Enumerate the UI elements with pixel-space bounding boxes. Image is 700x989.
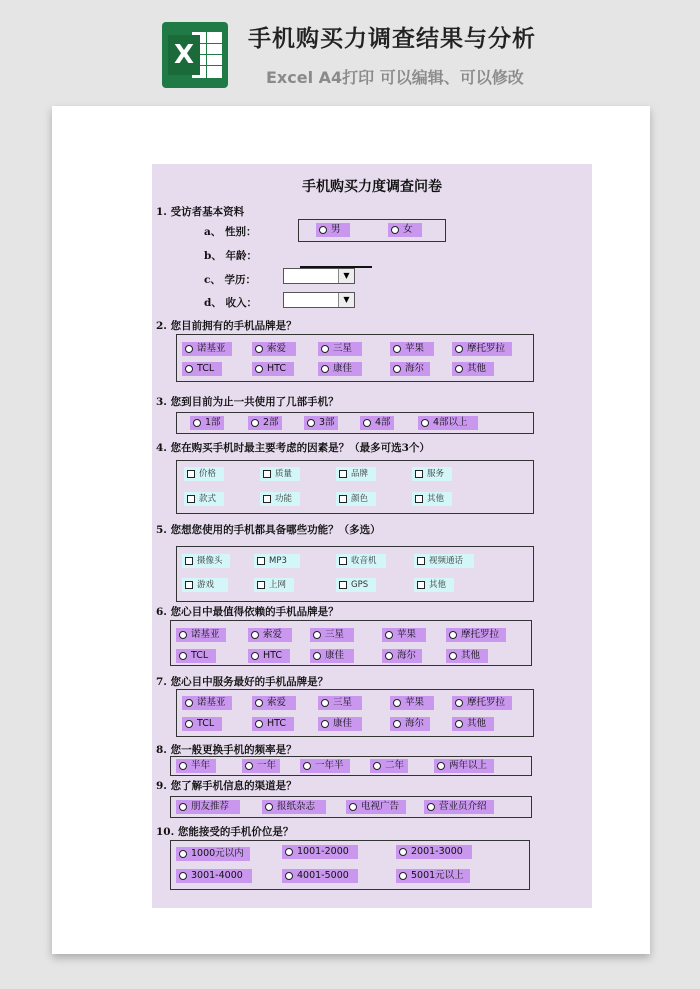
radio-option[interactable] <box>318 342 362 356</box>
radio-option[interactable] <box>390 717 430 731</box>
option-label: 索爱 <box>267 697 287 708</box>
option-label: 视频通话 <box>429 556 464 566</box>
option-label: 报纸杂志 <box>277 801 316 812</box>
radio-option[interactable] <box>390 362 430 376</box>
option-label: 1部 <box>205 417 221 428</box>
income-select[interactable] <box>283 292 355 308</box>
option-label: 4部以上 <box>433 417 468 428</box>
excel-logo-letter: X <box>168 35 200 75</box>
question-1-label: 1. 受访者基本资料 <box>156 206 245 218</box>
radio-option[interactable] <box>248 649 290 663</box>
radio-option[interactable] <box>452 717 494 731</box>
option-label: 价格 <box>199 469 217 479</box>
checkbox-option[interactable] <box>184 467 224 481</box>
checkbox-option[interactable] <box>412 492 452 506</box>
checkbox-option[interactable] <box>414 578 454 592</box>
radio-option[interactable] <box>304 416 338 430</box>
page-subtitle: Excel A4打印 可以编辑、可以修改 <box>266 68 524 87</box>
option-label: 三星 <box>333 697 353 708</box>
radio-option[interactable] <box>252 696 296 710</box>
radio-option[interactable] <box>176 869 252 883</box>
option-label: 苹果 <box>397 629 417 640</box>
option-label: 朋友推荐 <box>191 801 230 812</box>
option-label: 其他 <box>461 650 481 661</box>
option-label: 其他 <box>429 580 447 590</box>
checkbox-option[interactable] <box>260 492 300 506</box>
question-2-label: 2. 您目前拥有的手机品牌是？ <box>156 320 297 332</box>
radio-option[interactable] <box>176 628 226 642</box>
option-label: 诺基亚 <box>197 343 226 354</box>
radio-option[interactable] <box>182 342 232 356</box>
radio-option[interactable] <box>310 628 354 642</box>
option-label: 其他 <box>467 718 487 729</box>
option-label: 上网 <box>269 580 287 590</box>
radio-option[interactable] <box>390 696 434 710</box>
radio-option[interactable] <box>176 800 240 814</box>
question-7-label: 7. 您心目中服务最好的手机品牌是？ <box>156 676 329 688</box>
option-label: 摩托罗拉 <box>467 343 506 354</box>
option-label: GPS <box>351 580 369 590</box>
option-label: 1000元以内 <box>191 848 244 859</box>
income-label: d、 收入： <box>204 297 257 309</box>
option-label: 海尔 <box>397 650 417 661</box>
chevron-down-icon[interactable]: ▼ <box>338 293 354 307</box>
option-label: 款式 <box>199 494 217 504</box>
radio-option[interactable] <box>452 362 494 376</box>
age-label: b、 年龄： <box>204 250 257 262</box>
option-label: 品牌 <box>351 469 369 479</box>
option-label: 二年 <box>385 760 405 771</box>
option-label: 摩托罗拉 <box>467 697 506 708</box>
radio-option[interactable] <box>316 223 350 237</box>
checkbox-option[interactable] <box>336 492 376 506</box>
checkbox-option[interactable] <box>336 467 376 481</box>
checkbox-option[interactable] <box>414 554 474 568</box>
option-label: TCL <box>197 718 215 729</box>
option-label: 1001-2000 <box>297 846 349 857</box>
radio-option[interactable] <box>346 800 406 814</box>
gender-label: a、 性别： <box>204 226 257 238</box>
page-header <box>0 0 700 100</box>
radio-option[interactable] <box>252 342 296 356</box>
option-label: 电视广告 <box>361 801 400 812</box>
option-label: 海尔 <box>405 718 425 729</box>
radio-option[interactable] <box>446 649 488 663</box>
option-label: 苹果 <box>405 697 425 708</box>
checkbox-option[interactable] <box>336 578 376 592</box>
radio-option[interactable] <box>262 800 326 814</box>
radio-option[interactable] <box>318 696 362 710</box>
question-5-label: 5. 您想您使用的手机都具备哪些功能？（多选） <box>156 524 381 536</box>
checkbox-option[interactable] <box>184 492 224 506</box>
radio-option[interactable] <box>396 869 470 883</box>
radio-option[interactable] <box>248 628 292 642</box>
option-label: 游戏 <box>197 580 215 590</box>
radio-option[interactable] <box>182 696 232 710</box>
option-label: 诺基亚 <box>197 697 226 708</box>
radio-option[interactable] <box>452 696 512 710</box>
radio-option[interactable] <box>252 717 294 731</box>
radio-option[interactable] <box>282 845 358 859</box>
excel-icon <box>162 22 228 88</box>
option-label: HTC <box>263 650 283 661</box>
option-label: 4部 <box>375 417 391 428</box>
option-label: 功能 <box>275 494 293 504</box>
option-label: 3部 <box>319 417 335 428</box>
question-4-label: 4. 您在购买手机时最主要考虑的因素是？（最多可选3个） <box>156 442 430 454</box>
radio-option[interactable] <box>282 869 358 883</box>
checkbox-option[interactable] <box>182 554 230 568</box>
option-label: 苹果 <box>405 343 425 354</box>
option-label: 索爱 <box>263 629 283 640</box>
radio-option[interactable] <box>452 342 512 356</box>
radio-option[interactable] <box>434 759 494 773</box>
option-label: 女 <box>403 224 413 235</box>
radio-option[interactable] <box>418 416 478 430</box>
option-label: 两年以上 <box>449 760 488 771</box>
form-title: 手机购买力度调查问卷 <box>302 179 442 195</box>
radio-option[interactable] <box>318 362 362 376</box>
radio-option[interactable] <box>248 416 282 430</box>
checkbox-option[interactable] <box>254 578 294 592</box>
option-label: 摩托罗拉 <box>461 629 500 640</box>
radio-option[interactable] <box>360 416 394 430</box>
question-8-label: 8. 您一般更换手机的频率是？ <box>156 744 297 756</box>
checkbox-option[interactable] <box>336 554 386 568</box>
option-label: 其他 <box>427 494 445 504</box>
chevron-down-icon[interactable]: ▼ <box>338 269 354 283</box>
education-label: c、 学历： <box>204 274 257 286</box>
option-label: HTC <box>267 363 287 374</box>
option-label: 营业员介绍 <box>439 801 487 812</box>
option-label: 颜色 <box>351 494 369 504</box>
option-label: 康佳 <box>325 650 345 661</box>
radio-option[interactable] <box>176 847 250 861</box>
option-label: 海尔 <box>405 363 425 374</box>
checkbox-option[interactable] <box>182 578 228 592</box>
option-label: 诺基亚 <box>191 629 220 640</box>
radio-option[interactable] <box>382 628 426 642</box>
checkbox-option[interactable] <box>412 467 452 481</box>
checkbox-option[interactable] <box>260 467 300 481</box>
radio-option[interactable] <box>424 800 494 814</box>
radio-option[interactable] <box>182 362 222 376</box>
education-select[interactable] <box>283 268 355 284</box>
option-label: 摄像头 <box>197 556 223 566</box>
option-label: 一年 <box>257 760 277 771</box>
option-label: 5001元以上 <box>411 870 464 881</box>
radio-option[interactable] <box>182 717 222 731</box>
questionnaire-form <box>152 164 592 908</box>
radio-option[interactable] <box>242 759 280 773</box>
option-label: 其他 <box>467 363 487 374</box>
question-3-options <box>176 412 534 434</box>
option-label: 一年半 <box>315 760 344 771</box>
option-label: 服务 <box>427 469 445 479</box>
radio-option[interactable] <box>318 717 362 731</box>
radio-option[interactable] <box>190 416 224 430</box>
option-label: 4001-5000 <box>297 870 349 881</box>
option-label: HTC <box>267 718 287 729</box>
option-label: 三星 <box>333 343 353 354</box>
question-3-label: 3. 您到目前为止一共使用了几部手机？ <box>156 396 339 408</box>
radio-option[interactable] <box>446 628 506 642</box>
option-label: TCL <box>191 650 209 661</box>
radio-option[interactable] <box>390 342 434 356</box>
option-label: 索爱 <box>267 343 287 354</box>
radio-option[interactable] <box>370 759 408 773</box>
option-label: 3001-4000 <box>191 870 243 881</box>
question-10-label: 10. 您能接受的手机价位是？ <box>156 826 294 838</box>
question-6-label: 6. 您心目中最值得依赖的手机品牌是？ <box>156 606 339 618</box>
option-label: MP3 <box>269 556 287 566</box>
radio-option[interactable] <box>176 759 216 773</box>
option-label: 2001-3000 <box>411 846 463 857</box>
option-label: TCL <box>197 363 215 374</box>
option-label: 三星 <box>325 629 345 640</box>
page-title: 手机购买力调查结果与分析 <box>248 26 536 52</box>
option-label: 2部 <box>263 417 279 428</box>
question-9-label: 9. 您了解手机信息的渠道是？ <box>156 780 297 792</box>
radio-option[interactable] <box>310 649 354 663</box>
option-label: 收音机 <box>351 556 377 566</box>
radio-option[interactable] <box>382 649 422 663</box>
option-label: 康佳 <box>333 363 353 374</box>
option-label: 半年 <box>191 760 211 771</box>
checkbox-option[interactable] <box>254 554 300 568</box>
radio-option[interactable] <box>252 362 294 376</box>
option-label: 男 <box>331 224 341 235</box>
option-label: 康佳 <box>333 718 353 729</box>
option-label: 质量 <box>275 469 293 479</box>
radio-option[interactable] <box>300 759 350 773</box>
radio-option[interactable] <box>176 649 216 663</box>
radio-option[interactable] <box>396 845 472 859</box>
radio-option[interactable] <box>388 223 422 237</box>
